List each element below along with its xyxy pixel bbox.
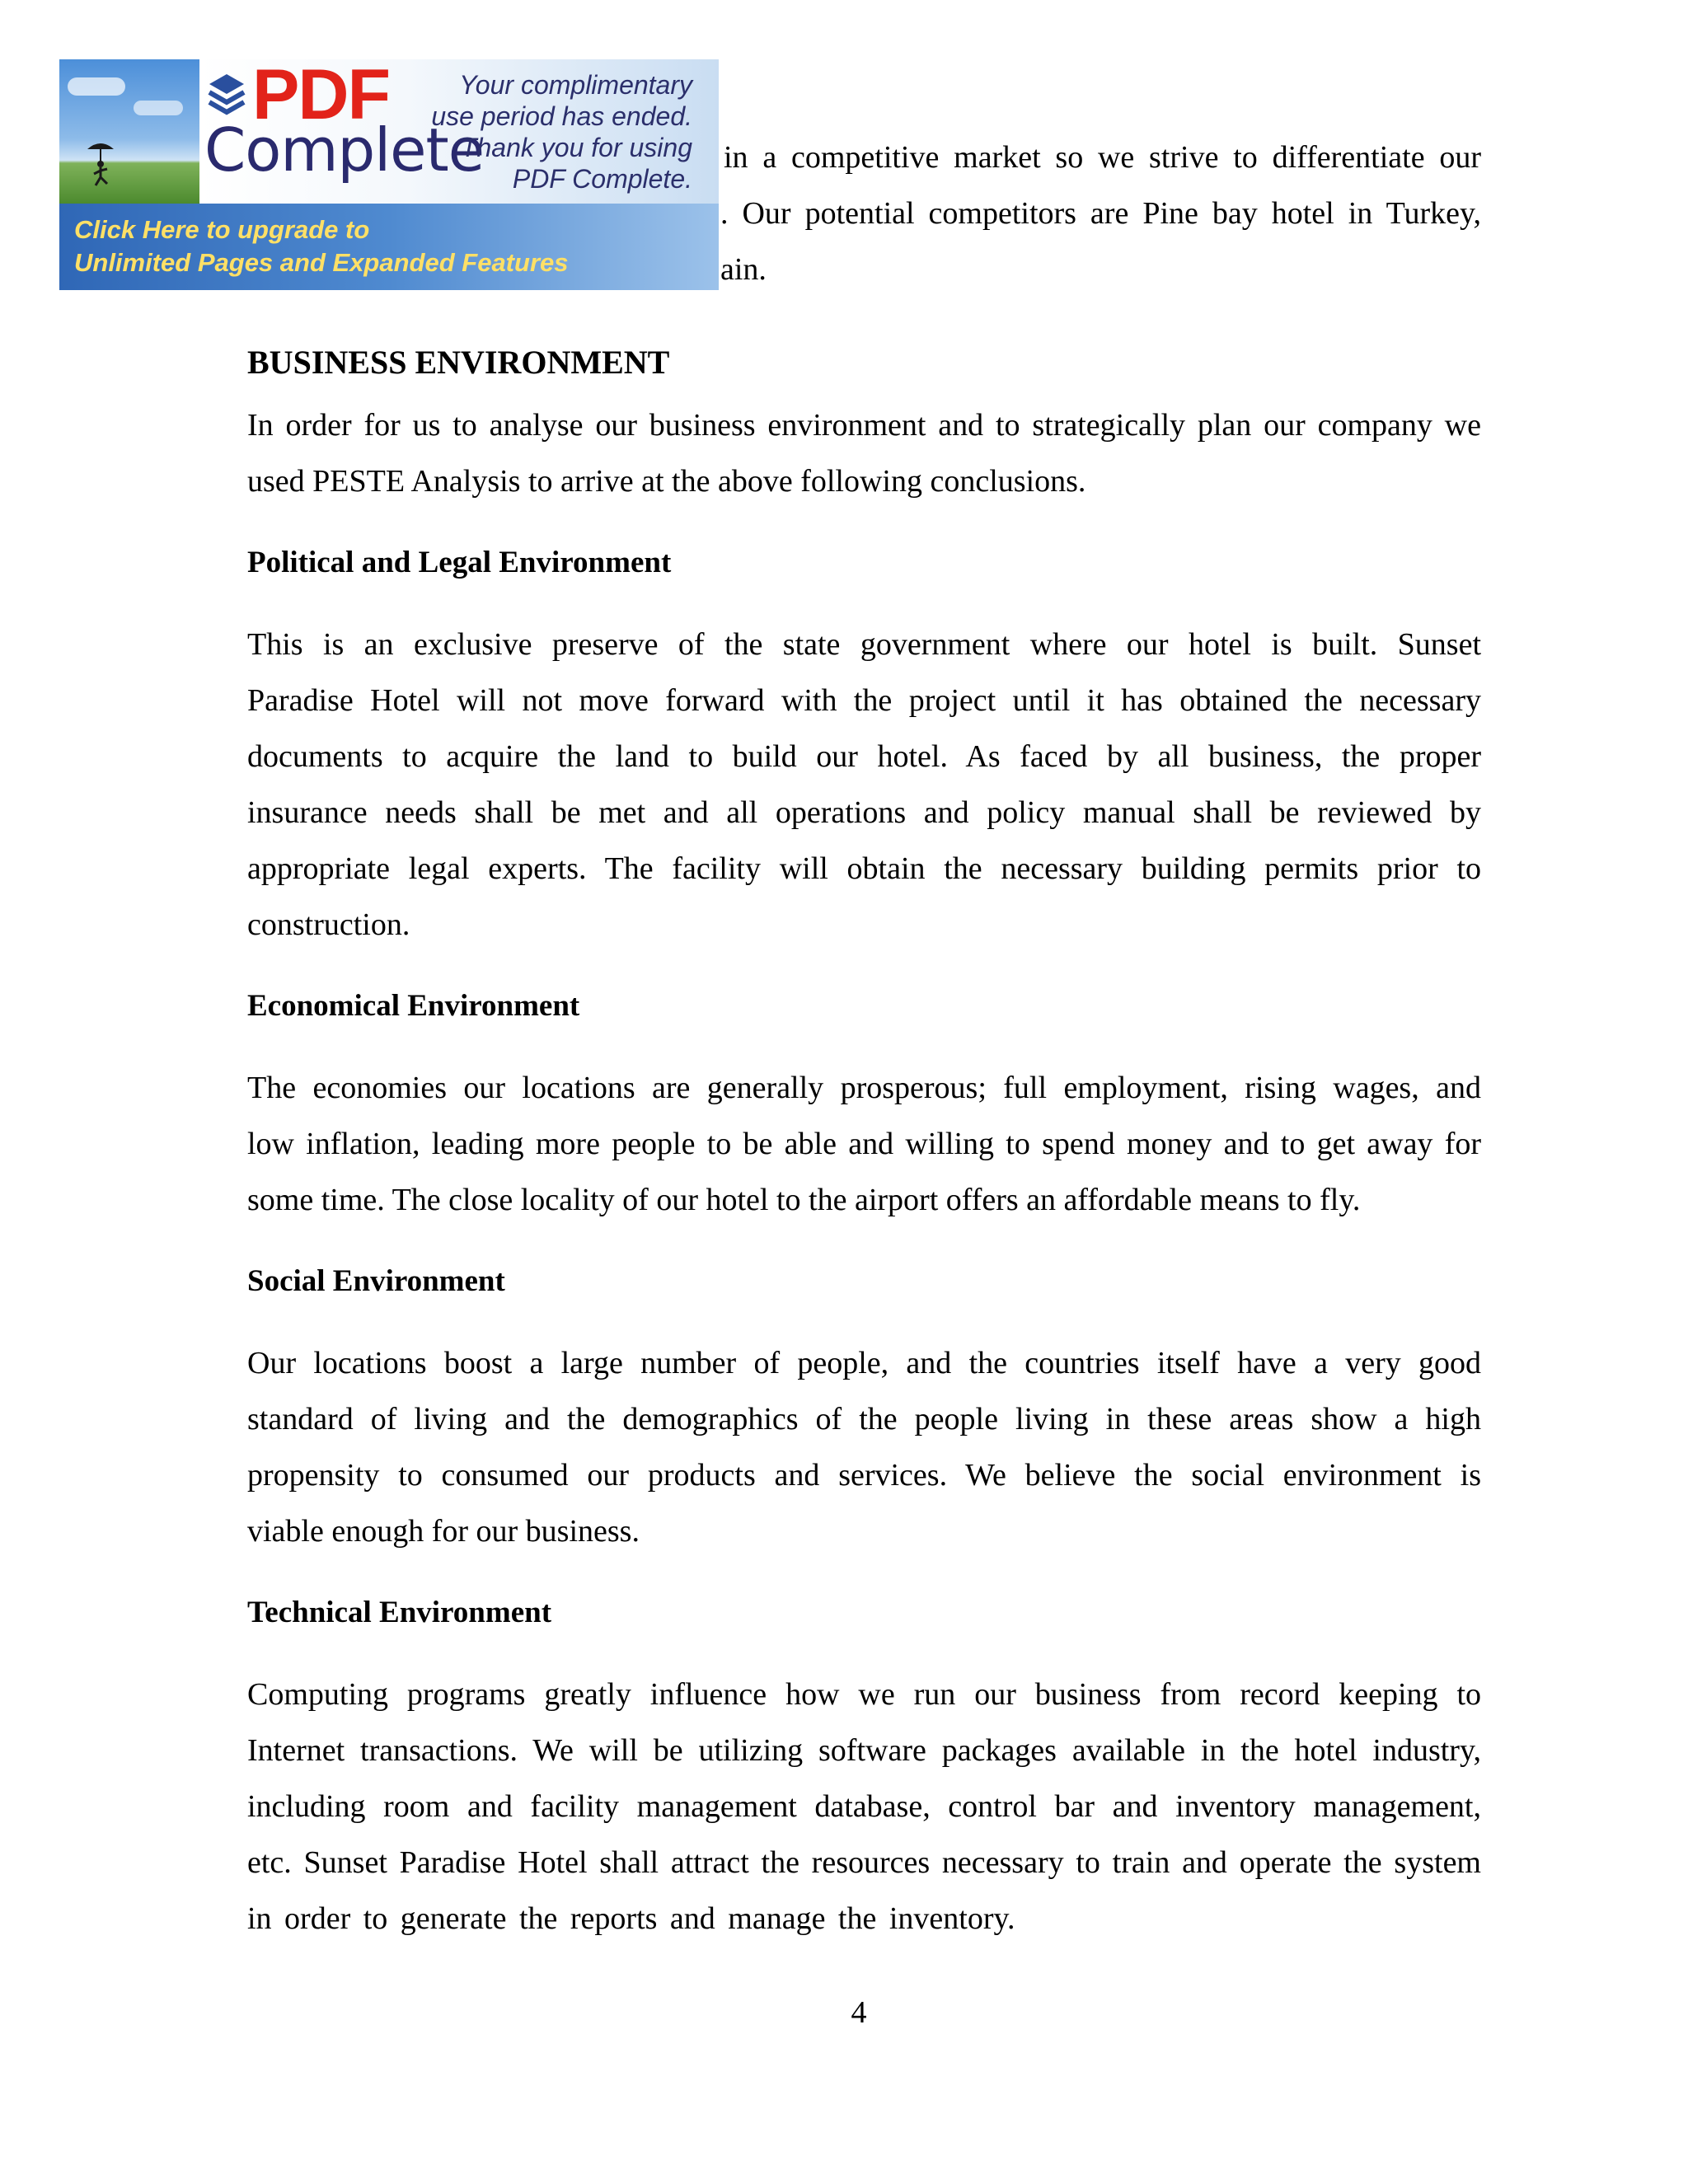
upgrade-link[interactable] [59, 204, 719, 290]
intro-line: in a competitive market so we strive to differentiate our [724, 140, 1481, 175]
intro-line: ain. [720, 252, 767, 287]
notice-line: Thank you for using [460, 133, 692, 162]
logo-pdf-text: PDF [252, 55, 389, 134]
section-heading-technical: Technical Environment [247, 1596, 552, 1629]
paragraph-line: appropriate legal experts. The facility will obtain the necessary building permits prior to [247, 851, 1481, 886]
paragraph-line: used PESTE Analysis to arrive at the above following conclusions. [247, 464, 1086, 499]
paragraph-line: standard of living and the demographics of the people living in these areas show a high [247, 1402, 1481, 1436]
section-heading-social: Social Environment [247, 1264, 505, 1298]
paragraph-line: low inflation, leading more people to be able and willing to spend money and to get away for [247, 1127, 1481, 1161]
paragraph-line: Computing programs greatly influence how we run our business from record keeping to [247, 1677, 1481, 1712]
paragraph-line: Internet transactions. We will be utilizing software packages available in the hotel industry, [247, 1733, 1481, 1768]
section-heading-economical: Economical Environment [247, 989, 580, 1023]
paragraph-line: This is an exclusive preserve of the state government where our hotel is built. Sunset [247, 627, 1481, 662]
notice-line: use period has ended. [431, 101, 692, 131]
cta-line[interactable]: Unlimited Pages and Expanded Features [74, 248, 569, 277]
intro-line: . Our potential competitors are Pine bay hotel in Turkey, [720, 196, 1481, 231]
banner-notice [431, 69, 692, 194]
paragraph-line: including room and facility management database, control bar and inventory management, [247, 1789, 1481, 1824]
section-heading-business-environment: BUSINESS ENVIRONMENT [247, 344, 670, 381]
cta-line[interactable]: Click Here to upgrade to [74, 215, 370, 244]
banner-photo [59, 59, 199, 204]
paragraph-line: The economies our locations are generally prosperous; full employment, rising wages, and [247, 1071, 1481, 1105]
paragraph-line: some time. The close locality of our hotel to the airport offers an affordable means to fly. [247, 1183, 1361, 1217]
section-heading-political: Political and Legal Environment [247, 546, 672, 579]
paragraph-line: insurance needs shall be met and all operations and policy manual shall be reviewed by [247, 795, 1481, 830]
page-number: 4 [851, 1995, 867, 2030]
banner-logo-area [199, 55, 719, 204]
umbrella-figure-icon [84, 138, 117, 187]
logo-complete-text: Complete [204, 115, 484, 185]
upgrade-link-text[interactable] [74, 213, 569, 279]
paragraph-line: Our locations boost a large number of people, and the countries itself have a very good [247, 1346, 1481, 1380]
stacked-layers-icon [206, 71, 247, 120]
paragraph-line: propensity to consumed our products and services. We believe the social environment is [247, 1458, 1481, 1493]
paragraph-line: In order for us to analyse our business environment and to strategically plan our company we [247, 408, 1481, 443]
paragraph-line: etc. Sunset Paradise Hotel shall attract the resources necessary to train and operate the system [247, 1845, 1481, 1880]
notice-line: Your complimentary [459, 70, 692, 100]
notice-line: PDF Complete. [512, 164, 692, 194]
paragraph-line: in order to generate the reports and manage the inventory. [247, 1901, 1015, 1936]
paragraph-line: documents to acquire the land to build our hotel. As faced by all business, the proper [247, 739, 1481, 774]
paragraph-line: Paradise Hotel will not move forward with the project until it has obtained the necessary [247, 683, 1481, 718]
paragraph-line: construction. [247, 907, 410, 942]
pdf-complete-banner[interactable] [59, 55, 719, 290]
paragraph-line: viable enough for our business. [247, 1514, 640, 1549]
